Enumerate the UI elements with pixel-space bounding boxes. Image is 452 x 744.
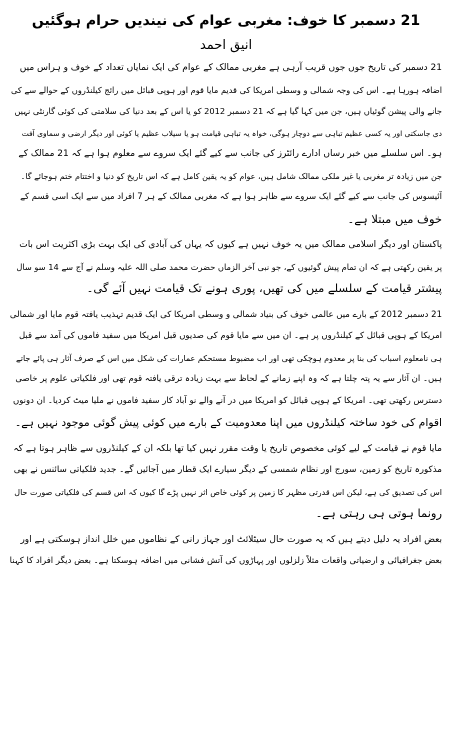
article-body [10,58,442,573]
article-paragraph [10,530,442,573]
paragraph-line: دسترس رکھتی تھی۔ امریکا کے ہوپی قبائل کو امریکا میں در آنے والے نو آباد کار سفید فاموں نے ملیا میٹ کردیا۔ ان دونوں [13,395,442,406]
article-headline: 21 دسمبر کا خوف: مغربی عوام کی نیندیں حرام ہوگئیں [31,13,421,29]
paragraph-line: پاکستان اور دیگر اسلامی ممالک میں یہ خوف نہیں ہے کیوں کہ یہاں کی آبادی کی ایک بہت بڑی اکثریت اس بات [19,240,442,250]
paragraph-line: مایا قوم نے قیامت کے لیے کوئی مخصوص تاریخ یا وقت مقرر نہیں کیا تھا بلکہ ان کے کیلنڈروں سے ظاہر ہوتا ہے کہ [13,443,442,454]
paragraph-line: جن میں زیادہ تر مغربی یا غیر ملکی ممالک شامل ہیں، عوام کو یہ یقین کامل ہے کہ اس تاریخ کو دنیا و اختتام ختم ہوجائے گا۔ [20,171,442,181]
paragraph-line: بعض افراد یہ دلیل دیتے ہیں کہ یہ صورت حال سیٹلائٹ اور جہاز رانی کے نظاموں میں خلل انداز ہوسکتی ہے اور [20,534,442,545]
paragraph-line: پیشتر قیامت کے سلسلے میں کی تھیں، پوری ہونے تک قیامت نہیں آئے گی۔ [86,281,442,295]
paragraph-line: جانے والی پیشن گوئیاں ہیں، جن میں کہا گیا ہے کہ 21 دسمبر 2012 کو یا اس کے بعد دنیا کی سلامتی کی کوئی گارنٹی نہیں [14,106,442,116]
paragraph-line: آئیسوس کی جانب سے کیے گئے ایک سروے سے ظاہر ہوا ہے کہ مغربی ممالک کے ہر 7 افراد میں سے ایک اسی قسم کے [20,192,442,202]
paragraph-line: بعض جغرافیائی و ارضیاتی واقعات مثلاً زلزلوں اور پہاڑوں کی آتش فشانی میں اضافہ ہوسکتا ہے۔ بعض دیگر افراد کا کہنا [10,556,442,566]
paragraph-line: ہیں۔ ان آثار سے یہ پتہ چلتا ہے کہ وہ اپنے زمانے کے لحاظ سے بہت زیادہ ترقی یافتہ قوم تھی اور فلکیاتی علوم پر خاصی [15,374,442,384]
paragraph-line: مذکورہ تاریخ کو زمین، سورج اور نظام شمسی کے دیگر سیارے ایک قطار میں آجائیں گے۔ جدید فلکیاتی سائنس نے بھی [13,465,442,475]
article-paragraph [10,58,442,230]
paragraph-line: رونما ہوتی ہی رہتی ہے۔ [315,506,442,520]
paragraph-line: امریکا کے ہوپی قبائل کے کیلنڈروں پر ہے۔ ان میں سے مایا قوم کی صدیوں قبل امریکا میں سفید فاموں کی آمد سے قبل [19,331,442,341]
paragraph-line: دی جاسکتی اور یہ کسی عظیم تباہی سے دوچار ہوگی، خواہ یہ تباہی قیامت ہو یا سیلاب عظیم یا کوئی اور دیگر ارضی و سماوی آفت [21,128,442,138]
article-paragraph [10,235,442,300]
article-paragraph [10,305,442,434]
paragraph-line: اقوام کی خود ساختہ کیلنڈروں میں اپنا معدومیت کے بارے میں کوئی پیش گوئی موجود نہیں ہے۔ [14,416,442,429]
article-byline: انیق احمد [199,38,253,53]
paragraph-line: اضافہ ہورہا ہے۔ اس کی وجہ شمالی و وسطی امریکا کی قدیم مایا قوم اور ہوپی قبائل میں رائج کیلنڈروں کے حوالے سے کی [11,84,442,95]
paragraph-line: ہو۔ اس سلسلے میں خبر رساں ادارے رائٹرز کی جانب سے کیے گئے ایک سروے سے معلوم ہوا ہے کہ 21 ممالک کے [18,149,442,159]
paragraph-line: 21 دسمبر کی تاریخ جوں جوں قریب آرہی ہے مغربی ممالک کے عوام کی ایک نمایاں تعداد کے خوف و ہراس میں [19,63,442,73]
paragraph-line: 21 دسمبر 2012 کے بارے میں عالمی خوف کی بنیاد شمالی و وسطی امریکا کی ایک قدیم تہذیب یافتہ قوم مایا اور شمالی [10,309,442,320]
paragraph-line: ہی نامعلوم اسباب کی بنا پر معدوم ہوچکی تھی اور اب مضبوط مستحکم عمارات کی شکل میں اس کے صرف آثار ہی پائے جاتے [16,353,442,363]
article-paragraph [10,439,442,525]
paragraph-line: خوف میں مبتلا ہے۔ [347,211,442,226]
paragraph-line: پر یقین رکھتی ہے کہ ان تمام پیش گوئیوں کے، جو نبی آخر الزماں حضرت محمد صلی اللہ علیہ وسلم نے آج سے 14 سو سال [16,261,442,272]
paragraph-line: اس کی تصدیق کی ہے، لیکن اس قدرتی مظہر کا زمین پر کوئی خاص اثر نہیں پڑے گا کیوں کہ اس قسم کی فلکیاتی صورت حال [14,487,442,497]
